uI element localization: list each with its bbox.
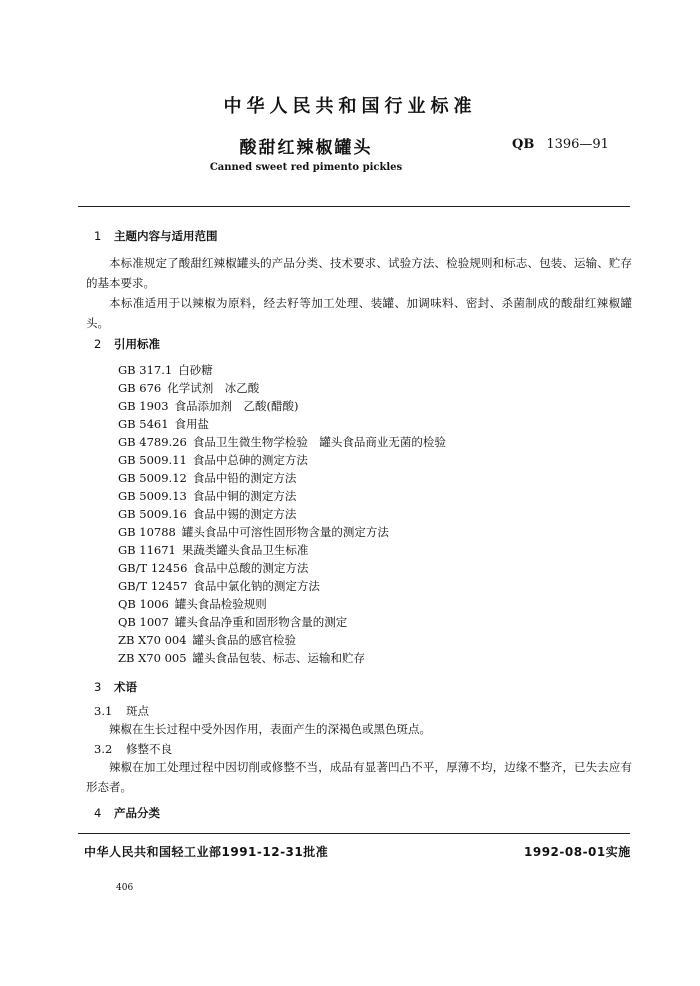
term-title: 修整不良 [126, 742, 172, 756]
reference-item [118, 650, 365, 666]
term-3-1-text: 辣椒在生长过程中受外因作用，表面产生的深褐色或黑色斑点。 [109, 722, 431, 736]
reference-item [118, 560, 308, 576]
reference-code: GB 1903 [118, 399, 169, 413]
section-1-paragraph-1: 本标准规定了酸甜红辣椒罐头的产品分类、技术要求、试验方法、检验规则和标志、包装、运输、贮存的基本要求。 [86, 256, 632, 290]
reference-title: 食用盐 [174, 417, 210, 431]
section-2-heading [94, 336, 160, 352]
reference-item [118, 632, 296, 648]
section-3-heading [94, 679, 137, 695]
page-number: 406 [116, 883, 134, 893]
reference-code: GB/T 12457 [118, 579, 188, 593]
reference-item [118, 434, 446, 450]
reference-title: 白砂糖 [178, 363, 213, 377]
reference-item [118, 506, 296, 522]
term-title: 斑点 [126, 704, 149, 718]
reference-code: GB 5009.13 [118, 489, 187, 503]
document-title-english: Canned sweet red pimento pickles [209, 162, 403, 173]
reference-item [118, 488, 296, 504]
section-number: 2 [94, 337, 102, 351]
reference-item [118, 524, 389, 540]
reference-title: 食品卫生微生物学检验 罐头食品商业无菌的检验 [192, 435, 446, 449]
standard-code-prefix: QB [512, 137, 535, 152]
document-title: 酸甜红辣椒罐头 [239, 138, 373, 158]
section-title: 产品分类 [114, 806, 160, 820]
standard-code [512, 137, 609, 152]
section-4-heading [94, 805, 160, 821]
reference-code: QB 1007 [118, 615, 169, 629]
term-3-2-text: 辣椒在加工处理过程中因切削或修整不当，成品有显著凹凸不平，厚薄不均，边缘不整齐，已失去应有形态者。 [86, 760, 632, 794]
section-1-paragraph-2: 本标准适用于以辣椒为原料，经去籽等加工处理、装罐、加调味料、密封、杀菌制成的酸甜红辣椒罐头。 [86, 296, 632, 330]
reference-title: 食品中铅的测定方法 [192, 471, 297, 485]
standard-type-heading: 中华人民共和国行业标准 [223, 96, 477, 117]
reference-code: GB 4789.26 [118, 435, 187, 449]
term-number: 3.1 [94, 704, 113, 718]
reference-code: GB 317.1 [118, 363, 173, 377]
section-number: 1 [94, 229, 102, 243]
reference-code: GB 11671 [118, 543, 176, 557]
reference-item [118, 398, 299, 414]
reference-item [118, 452, 308, 468]
reference-item [118, 380, 259, 396]
reference-item [118, 578, 320, 594]
implementation-date: 1992-08-01实施 [524, 845, 631, 859]
reference-title: 果蔬类罐头食品卫生标准 [181, 543, 309, 557]
reference-code: GB 5009.16 [118, 507, 187, 521]
reference-title: 食品中氯化钠的测定方法 [193, 579, 320, 593]
section-title: 主题内容与适用范围 [114, 229, 218, 243]
reference-title: 罐头食品的感官检验 [192, 633, 297, 647]
term-3-2-heading [94, 741, 172, 757]
reference-title: 化学试剂 冰乙酸 [167, 381, 260, 395]
reference-code: QB 1006 [118, 597, 169, 611]
reference-title: 罐头食品检验规则 [174, 597, 267, 611]
reference-code: GB 676 [118, 381, 162, 395]
reference-title: 食品中锡的测定方法 [192, 507, 297, 521]
reference-code: ZB X70 005 [118, 651, 187, 665]
reference-title: 罐头食品净重和固形物含量的测定 [174, 615, 348, 629]
reference-item [118, 470, 296, 486]
reference-title: 食品添加剂 乙酸(醋酸) [174, 399, 299, 413]
reference-item [118, 416, 209, 432]
section-title: 术语 [114, 680, 137, 694]
reference-code: GB 5009.11 [118, 453, 187, 467]
standard-code-number: 1396—91 [546, 137, 609, 152]
section-number: 3 [94, 680, 102, 694]
approval-statement: 中华人民共和国轻工业部1991-12-31批准 [84, 845, 329, 859]
reference-item [118, 614, 347, 630]
term-number: 3.2 [94, 742, 113, 756]
reference-title: 食品中总砷的测定方法 [192, 453, 308, 467]
section-number: 4 [94, 806, 102, 820]
reference-title: 食品中铜的测定方法 [192, 489, 297, 503]
reference-item [118, 362, 213, 378]
reference-item [118, 596, 267, 612]
reference-item [118, 542, 308, 558]
term-3-1-heading [94, 703, 149, 719]
section-1-heading [94, 228, 218, 244]
reference-code: GB 5461 [118, 417, 169, 431]
reference-code: GB 10788 [118, 525, 176, 539]
reference-code: GB/T 12456 [118, 561, 188, 575]
header-divider [78, 206, 630, 207]
reference-title: 罐头食品包装、标志、运输和贮存 [192, 651, 366, 665]
section-title: 引用标准 [114, 337, 160, 351]
reference-code: GB 5009.12 [118, 471, 187, 485]
reference-code: ZB X70 004 [118, 633, 187, 647]
reference-title: 食品中总酸的测定方法 [193, 561, 309, 575]
footer-divider [78, 833, 630, 834]
reference-title: 罐头食品中可溶性固形物含量的测定方法 [181, 525, 389, 539]
